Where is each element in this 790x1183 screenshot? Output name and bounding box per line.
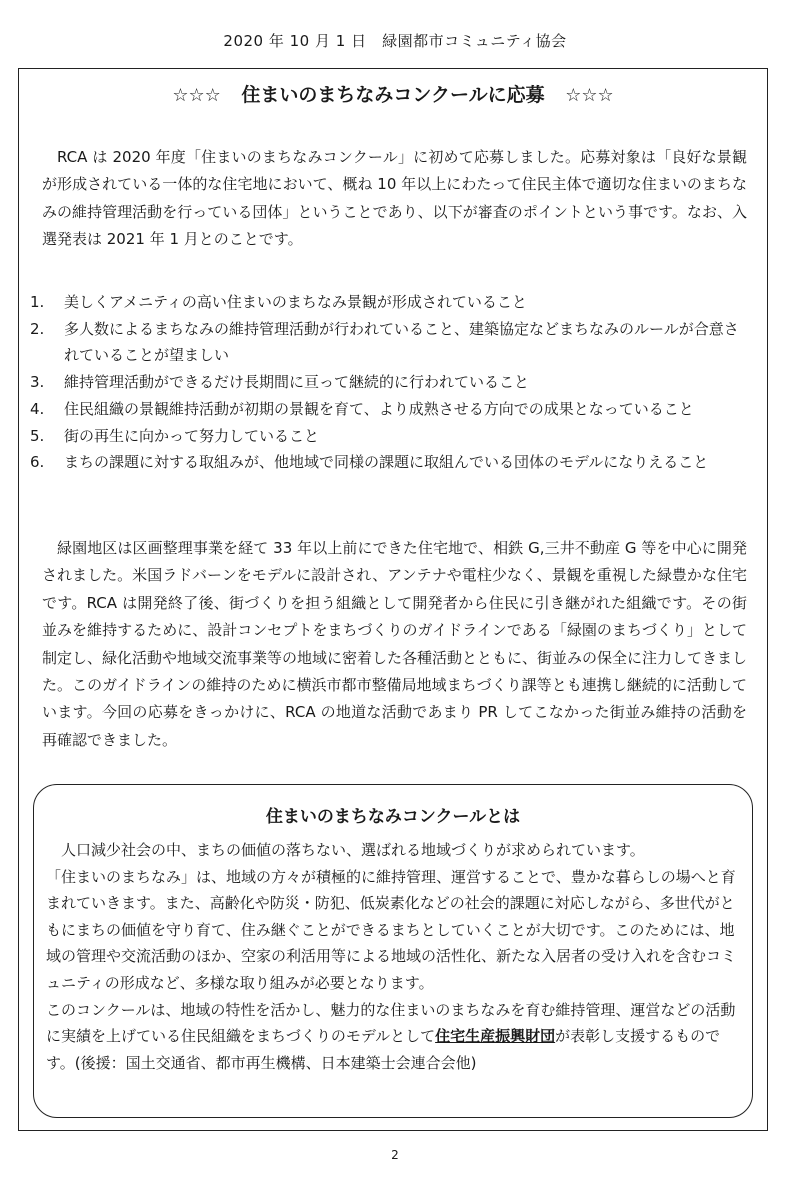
article-title	[18, 80, 768, 107]
list-item-number: 6.	[30, 453, 45, 472]
info-box-paragraph-1: 人口減少社会の中、まちの価値の落ちない、選ばれる地域づくりが求められています。	[61, 841, 645, 859]
list-item-number: 4.	[30, 399, 45, 418]
page-number: 2	[391, 1148, 399, 1162]
list-item-number: 3.	[30, 373, 45, 392]
stars-right-icon: ☆☆☆	[565, 85, 614, 106]
document-header: 2020 年 10 月 1 日 緑園都市コミュニティ協会	[223, 32, 567, 50]
stars-left-icon: ☆☆☆	[172, 85, 221, 106]
foundation-name: 住宅生産振興財団	[435, 1027, 556, 1046]
list-item	[30, 423, 750, 450]
info-box-title: 住まいのまちなみコンクールとは	[265, 807, 521, 827]
list-item-text: 多人数によるまちなみの維持管理活動が行われていること、建築協定などまちなみのルールが合意されていることが望ましい	[64, 319, 739, 365]
list-item	[30, 369, 750, 396]
list-item	[30, 396, 750, 423]
info-box-p3-post: が表彰し支援するものです。(後援：国土交通省、都市再生機構、日本建築士会連合会他)	[46, 1027, 721, 1072]
list-item	[30, 449, 750, 476]
list-item	[30, 289, 750, 316]
list-item-number: 2.	[30, 319, 45, 338]
list-item	[30, 316, 750, 369]
info-box-body	[46, 837, 744, 1076]
body-paragraph: 緑園地区は区画整理事業を経て 33 年以上前にできた住宅地で、相鉄 G,三井不動産 G 等を中心に開発されました。米国ラドバーンをモデルに設計され、アンテナや電柱少なく、景観を重視した緑豊かな住宅です。RCA は開発終了後、街づくりを担う組織として開発者から住民に引き継がれた組織です。その街並みを維持するために、設計コンセプトをまちづくりのガイドラインである「緑園のまちづくり」として制定し、緑化活動や地域交流事業等の地域に密着した各種活動とともに、街並みの保全に注力してきました。このガイドラインの維持のために横浜市都市整備局地域まちづくり課等とも連携し継続的に活動しています。今回の応募をきっかけに、RCA の地道な活動であまり PR してこなかった街並み維持の活動を再確認できました。	[42, 539, 748, 749]
list-item-number: 5.	[30, 426, 45, 445]
review-points-list	[30, 289, 750, 476]
info-box-paragraph-3	[46, 997, 744, 1077]
list-item-text: まちの課題に対する取組みが、他地域で同様の課題に取組んでいる団体のモデルになりえること	[64, 453, 709, 472]
info-box-p3-pre: このコンクールは、地域の特性を活かし、魅力的な住まいのまちなみを育む維持管理、運営などの活動に実績を上げている住民組織をまちづくりのモデルとして	[46, 1000, 736, 1046]
list-item-text: 維持管理活動ができるだけ長期間に亘って継続的に行われていること	[64, 373, 530, 392]
intro-paragraph: RCA は 2020 年度「住まいのまちなみコンクール」に初めて応募しました。応募対象は「良好な景観が形成されている一体的な住宅地において、概ね 10 年以上にわたって住民主体で適切な住まいのまちなみの維持管理活動を行っている団体」ということであり、以下が審査のポイントという事です。なお、入選発表は 2021 年 1 月とのことです。	[42, 148, 747, 249]
list-item-text: 街の再生に向かって努力していること	[64, 426, 320, 445]
info-box-paragraph-2: 「住まいのまちなみ」は、地域の方々が積極的に維持管理、運営することで、豊かな暮らしの場へと育まれていきます。また、高齢化や防災・防犯、低炭素化などの社会的課題に対応しながら、多世代がともにまちの価値を守り育て、住み継ぐことができるまちとしていくことが大切です。このためには、地域の管理や交流活動のほか、空家の利活用等による地域の活性化、新たな入居者の受け入れを含むコミュニティの形成など、多様な取り組みが必要となります。	[46, 867, 737, 992]
list-item-text: 美しくアメニティの高い住まいのまちなみ景観が形成されていること	[64, 293, 527, 311]
list-item-text: 住民組織の景観維持活動が初期の景観を育て、より成熟させる方向での成果となっていること	[64, 399, 694, 418]
article-title-text: 住まいのまちなみコンクールに応募	[241, 84, 545, 106]
list-item-number: 1.	[30, 293, 45, 311]
